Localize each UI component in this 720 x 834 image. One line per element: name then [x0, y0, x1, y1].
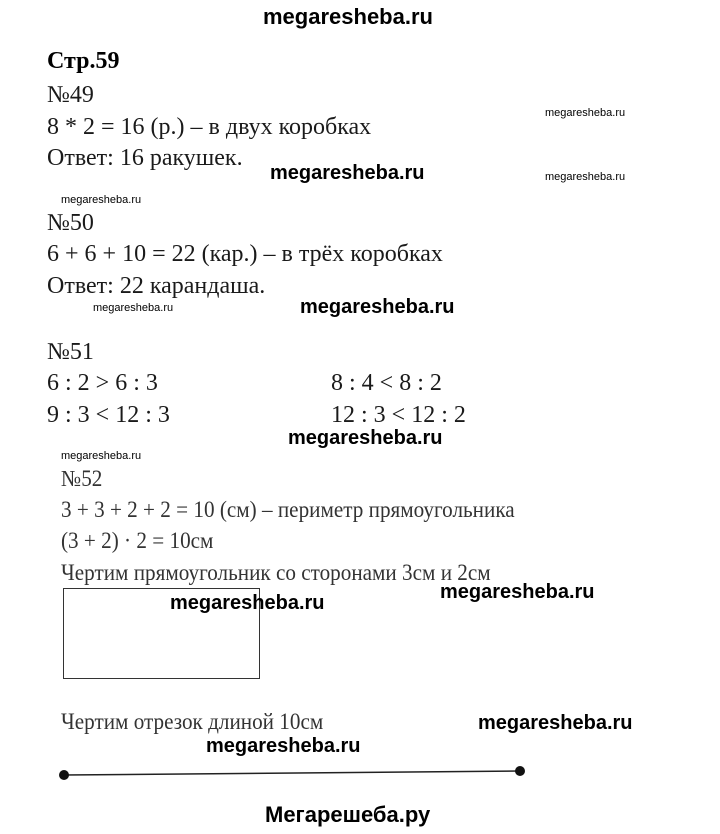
footer-site-name: Мегарешеба.ру [265, 802, 431, 827]
problem-51-comparison: 6 : 2 > 6 : 3 [47, 370, 158, 396]
problem-51-comparison: 9 : 3 < 12 : 3 [47, 402, 170, 428]
problem-50-number: №50 [47, 210, 94, 236]
watermark: megaresheba.ru [61, 194, 142, 206]
problem-50-equation: 6 + 6 + 10 = 22 (кар.) – в трёх коробках [47, 241, 443, 267]
problem-52-segment-instruction: Чертим отрезок длиной 10см [61, 709, 324, 734]
watermark: megaresheba.ru [170, 592, 325, 614]
problem-52-formula: (3 + 2) · 2 = 10см [61, 528, 214, 553]
segment-endpoint-dot [59, 770, 69, 780]
watermark: megaresheba.ru [270, 162, 425, 184]
watermark: megaresheba.ru [61, 450, 142, 462]
header-site-title: megaresheba.ru [263, 4, 433, 29]
problem-52-perimeter: 3 + 3 + 2 + 2 = 10 (см) – периметр прямоугольника [61, 497, 515, 522]
segment-endpoint-dot [515, 766, 525, 776]
watermark: megaresheba.ru [545, 171, 626, 183]
problem-49-equation: 8 * 2 = 16 (р.) – в двух коробках [47, 114, 372, 140]
watermark: megaresheba.ru [545, 107, 626, 119]
problem-49-answer: Ответ: 16 ракушек. [47, 145, 243, 171]
watermark: megaresheba.ru [440, 581, 595, 603]
problem-50-answer: Ответ: 22 карандаша. [47, 273, 266, 299]
problem-52-rectangle-instruction: Чертим прямоугольник со сторонами 3см и 2см [61, 560, 491, 585]
problem-51-comparison: 12 : 3 < 12 : 2 [331, 402, 466, 428]
problem-51-comparison: 8 : 4 < 8 : 2 [331, 370, 442, 396]
watermark: megaresheba.ru [206, 735, 361, 757]
page-title: Стр.59 [47, 48, 120, 74]
watermark: megaresheba.ru [478, 712, 633, 734]
problem-52-number: №52 [61, 466, 103, 491]
watermark: megaresheba.ru [288, 427, 443, 449]
watermark: megaresheba.ru [300, 296, 455, 318]
problem-49-number: №49 [47, 82, 94, 108]
watermark: megaresheba.ru [93, 302, 174, 314]
problem-51-number: №51 [47, 339, 94, 365]
